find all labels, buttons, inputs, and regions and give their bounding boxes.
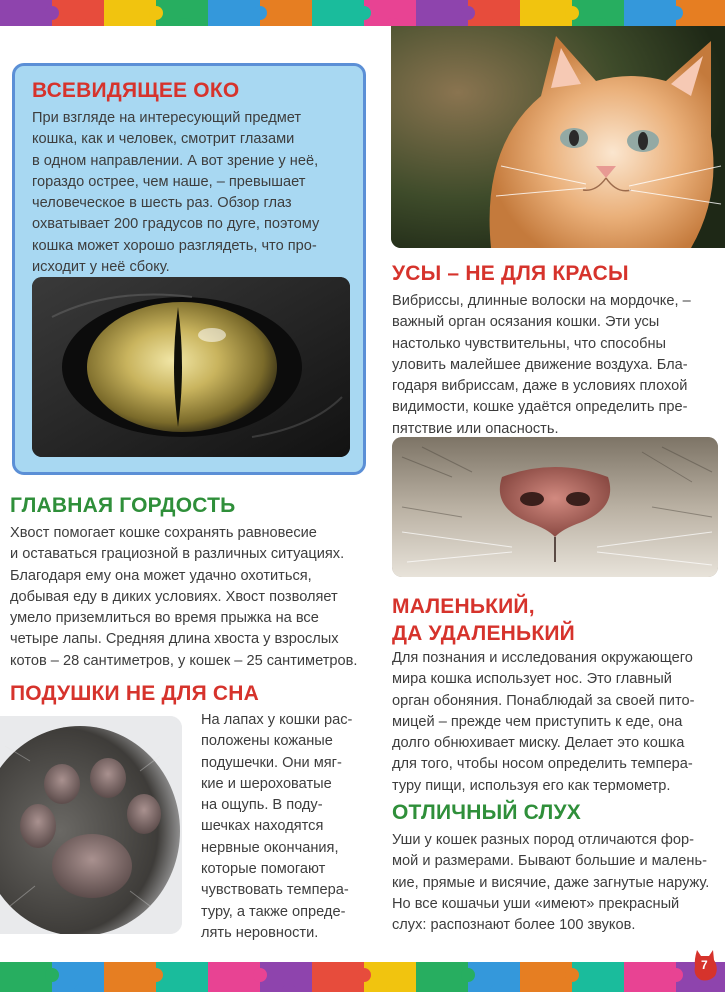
eye-section-text — [32, 108, 362, 278]
text-line: на ощупь. В поду- — [201, 797, 323, 814]
puzzle-piece — [520, 0, 572, 26]
hearing-section-text — [392, 830, 717, 936]
page-number-badge — [691, 948, 721, 982]
text-line: туру, а также опреде- — [201, 903, 346, 920]
puzzle-piece — [156, 0, 208, 26]
cat-eye-photo — [32, 277, 350, 457]
text-line: Но все кошачьи уши «имеют» прекрасный — [392, 895, 680, 912]
tail-section-title: ГЛАВНАЯ ГОРДОСТЬ — [10, 494, 236, 517]
puzzle-piece — [468, 0, 520, 26]
text-line: Для познания и исследования окружающего — [392, 650, 693, 666]
text-line: исходит у неё сбоку. — [32, 259, 170, 276]
ginger-kitten-photo — [391, 26, 725, 248]
text-line: которые помогают — [201, 861, 326, 878]
text-line: мой и размерами. Бывают большие и малень- — [392, 853, 707, 870]
text-line: мицей – прежде чем приступить к еде, она — [392, 713, 683, 730]
text-line: При взгляде на интересующий предмет — [32, 110, 302, 126]
bottom-puzzle-border — [0, 962, 725, 992]
nose-section-title — [392, 593, 575, 647]
tail-section-text — [10, 523, 385, 672]
puzzle-piece — [312, 0, 364, 26]
text-line: шечках находятся — [201, 818, 324, 835]
puzzle-piece — [0, 0, 52, 26]
cat-nose-photo — [392, 437, 718, 577]
text-line: человеческое в шесть раз. Обзор глаз — [32, 195, 292, 212]
hearing-section-title: ОТЛИЧНЫЙ СЛУХ — [392, 801, 581, 824]
whiskers-section-text — [392, 291, 717, 440]
paws-section-text — [201, 710, 386, 944]
nose-title-line-1: МАЛЕНЬКИЙ, — [392, 595, 535, 618]
text-line: четыре лапы. Средняя длина хвоста у взрослых — [10, 631, 339, 648]
puzzle-piece — [52, 0, 104, 26]
text-line: пятствие или опасность. — [392, 420, 559, 437]
text-line: положены кожаные — [201, 733, 333, 750]
text-line: слух: распознают более 100 звуков. — [392, 917, 636, 934]
nose-title-line-2: ДА УДАЛЕНЬКИЙ — [392, 622, 575, 645]
text-line: уловить малейшее движение воздуха. Бла- — [392, 356, 688, 373]
cat-paw-photo — [0, 716, 182, 934]
nose-section-text — [392, 648, 717, 797]
text-line: охватывает 200 градусов по дуге, поэтому — [32, 216, 320, 233]
text-line: туру пищи, используя его как термометр. — [392, 777, 671, 794]
puzzle-piece — [52, 962, 104, 992]
puzzle-piece — [572, 962, 624, 992]
puzzle-piece — [0, 962, 52, 992]
paws-section-title: ПОДУШКИ НЕ ДЛЯ СНА — [10, 682, 260, 705]
text-line: чувствовать темпера- — [201, 882, 349, 899]
text-line: добывая еду в диких условиях. Хвост позволяет — [10, 588, 338, 605]
top-puzzle-border — [0, 0, 725, 26]
text-line: и оставаться грациозной в различных ситуациях. — [10, 546, 345, 563]
puzzle-piece — [364, 962, 416, 992]
puzzle-piece — [468, 962, 520, 992]
text-line: Уши у кошек разных пород отличаются фор- — [392, 832, 695, 848]
text-line: для того, чтобы носом определить темпера- — [392, 756, 693, 773]
puzzle-piece — [156, 962, 208, 992]
puzzle-piece — [208, 962, 260, 992]
puzzle-piece — [364, 0, 416, 26]
puzzle-piece — [260, 0, 312, 26]
text-line: видимости, кошке удаётся определить пре- — [392, 399, 688, 416]
text-line: в одном направлении. А вот зрение у неё, — [32, 152, 319, 169]
text-line: орган обоняния. Понаблюдай за своей пито- — [392, 692, 695, 709]
whiskers-section-title: УСЫ – НЕ ДЛЯ КРАСЫ — [392, 262, 629, 285]
text-line: кошка, как и человек, смотрит глазами — [32, 131, 295, 148]
puzzle-piece — [104, 0, 156, 26]
puzzle-piece — [624, 0, 676, 26]
puzzle-piece — [624, 962, 676, 992]
text-line: годаря вибриссам, даже в условиях плохой — [392, 378, 688, 395]
text-line: долго обнюхивает миску. Делает это кошка — [392, 735, 685, 752]
text-line: умело приземлиться во время прыжка на все — [10, 610, 319, 627]
text-line: лять неровности. — [201, 924, 319, 941]
text-line: кие, прямые и висячие, даже загнутые наружу. — [392, 874, 710, 891]
text-line: Благодаря ему она может удачно охотиться, — [10, 567, 312, 584]
puzzle-piece — [416, 962, 468, 992]
text-line: важный орган осязания кошки. Эти усы — [392, 314, 660, 331]
text-line: подушечки. Они мяг- — [201, 754, 342, 771]
text-line: Вибриссы, длинные волоски на мордочке, – — [392, 293, 691, 309]
puzzle-piece — [416, 0, 468, 26]
text-line: кие и шероховатые — [201, 775, 332, 792]
text-line: кошка может хорошо разглядеть, что про- — [32, 237, 317, 254]
puzzle-piece — [208, 0, 260, 26]
text-line: гораздо острее, чем наше, – превышает — [32, 173, 306, 190]
text-line: На лапах у кошки рас- — [201, 712, 353, 728]
text-line: котов – 28 сантиметров, у кошек – 25 сантиметров. — [10, 652, 358, 669]
text-line: Хвост помогает кошке сохранять равновесие — [10, 525, 317, 541]
text-line: мира кошка использует нос. Это главный — [392, 671, 672, 688]
puzzle-piece — [104, 962, 156, 992]
eye-section-title: ВСЕВИДЯЩЕЕ ОКО — [32, 79, 240, 102]
text-line: нервные окончания, — [201, 839, 339, 856]
puzzle-piece — [312, 962, 364, 992]
puzzle-piece — [572, 0, 624, 26]
page-number: 7 — [701, 958, 708, 972]
puzzle-piece — [520, 962, 572, 992]
puzzle-piece — [676, 0, 725, 26]
puzzle-piece — [260, 962, 312, 992]
text-line: настолько чувствительны, что способны — [392, 335, 667, 352]
